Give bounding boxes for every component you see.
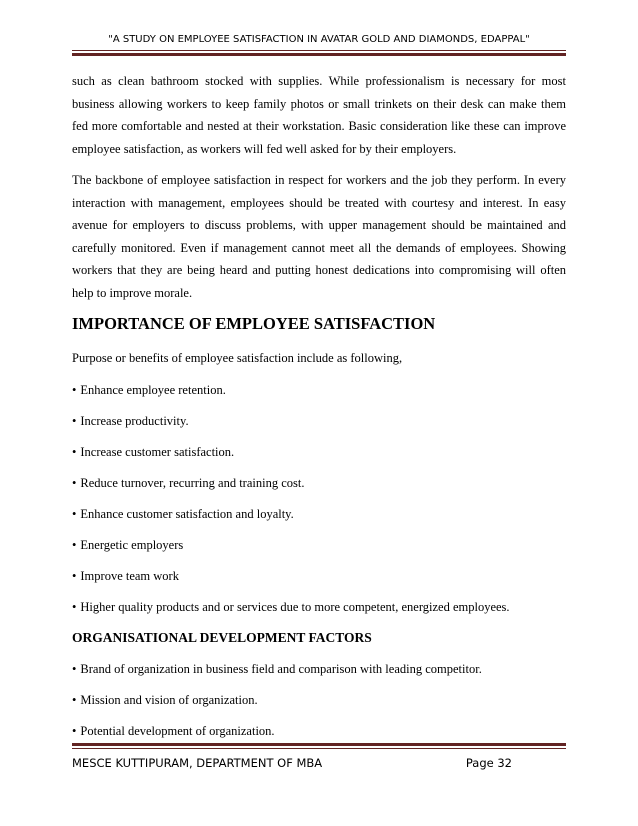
benefits-list xyxy=(72,379,566,618)
paragraph: The backbone of employee satisfaction in respect for workers and the job they perform. In every interaction with management, employees should be treated with courtesy and interest. In easy avenue for employers to discuss problems, with upper management should be maintained and carefully monitored. Even if management cannot meet all the demands of employees. Showing workers that they are being heard and putting honest dedications into compromising will often help to improve morale. xyxy=(72,173,566,300)
list-item xyxy=(72,410,566,432)
list-item-text: Enhance customer satisfaction and loyalty. xyxy=(80,506,294,521)
bullet-icon: • xyxy=(72,382,77,397)
list-item-text: Enhance employee retention. xyxy=(80,382,226,397)
bullet-icon: • xyxy=(72,506,77,521)
footer-rule xyxy=(72,748,566,749)
list-item xyxy=(72,565,566,587)
list-item-text: Potential development of organization. xyxy=(80,723,275,738)
list-item xyxy=(72,720,566,742)
bullet-icon: • xyxy=(72,723,77,738)
bullet-icon: • xyxy=(72,413,77,428)
footer-rule-thick xyxy=(72,743,566,746)
section-intro: Purpose or benefits of employee satisfaction include as following, xyxy=(72,351,403,365)
list-item xyxy=(72,596,566,618)
bullet-icon: • xyxy=(72,475,77,490)
list-item-text: Increase productivity. xyxy=(80,413,189,428)
list-item-text: Brand of organization in business field and comparison with leading competitor. xyxy=(80,661,482,676)
header-rule xyxy=(72,50,566,51)
list-item xyxy=(72,472,566,494)
page-content xyxy=(72,70,566,751)
list-item xyxy=(72,534,566,556)
factors-list xyxy=(72,658,566,742)
bullet-icon: • xyxy=(72,661,77,676)
bullet-icon: • xyxy=(72,568,77,583)
bullet-icon: • xyxy=(72,692,77,707)
list-item-text: Reduce turnover, recurring and training cost. xyxy=(80,475,305,490)
list-item xyxy=(72,658,566,680)
list-item-text: Increase customer satisfaction. xyxy=(80,444,235,459)
header-rule-thick xyxy=(72,53,566,56)
bullet-icon: • xyxy=(72,537,77,552)
list-item xyxy=(72,689,566,711)
page-number: Page 32 xyxy=(465,756,512,770)
page-header: "A STUDY ON EMPLOYEE SATISFACTION IN AVATAR GOLD AND DIAMONDS, EDAPPAL" xyxy=(108,34,530,45)
list-item-text: Higher quality products and or services due to more competent, energized employees. xyxy=(80,599,510,614)
section-heading-organisational: ORGANISATIONAL DEVELOPMENT FACTORS xyxy=(72,629,372,645)
list-item xyxy=(72,503,566,525)
section-heading-importance: IMPORTANCE OF EMPLOYEE SATISFACTION xyxy=(72,314,436,333)
list-item xyxy=(72,441,566,463)
footer-department: MESCE KUTTIPURAM, DEPARTMENT OF MBA xyxy=(72,756,323,770)
list-item-text: Mission and vision of organization. xyxy=(80,692,258,707)
list-item-text: Energetic employers xyxy=(80,537,184,552)
list-item-text: Improve team work xyxy=(80,568,179,583)
list-item xyxy=(72,379,566,401)
bullet-icon: • xyxy=(72,599,77,614)
bullet-icon: • xyxy=(72,444,77,459)
paragraph: such as clean bathroom stocked with supplies. While professionalism is necessary for most business allowing workers to keep family photos or small trinkets on their desk can make them fed more comfortable and nested at their workstation. Basic consideration like these can improve employee satisfaction, as workers will fed well asked for by their employers. xyxy=(72,74,566,156)
